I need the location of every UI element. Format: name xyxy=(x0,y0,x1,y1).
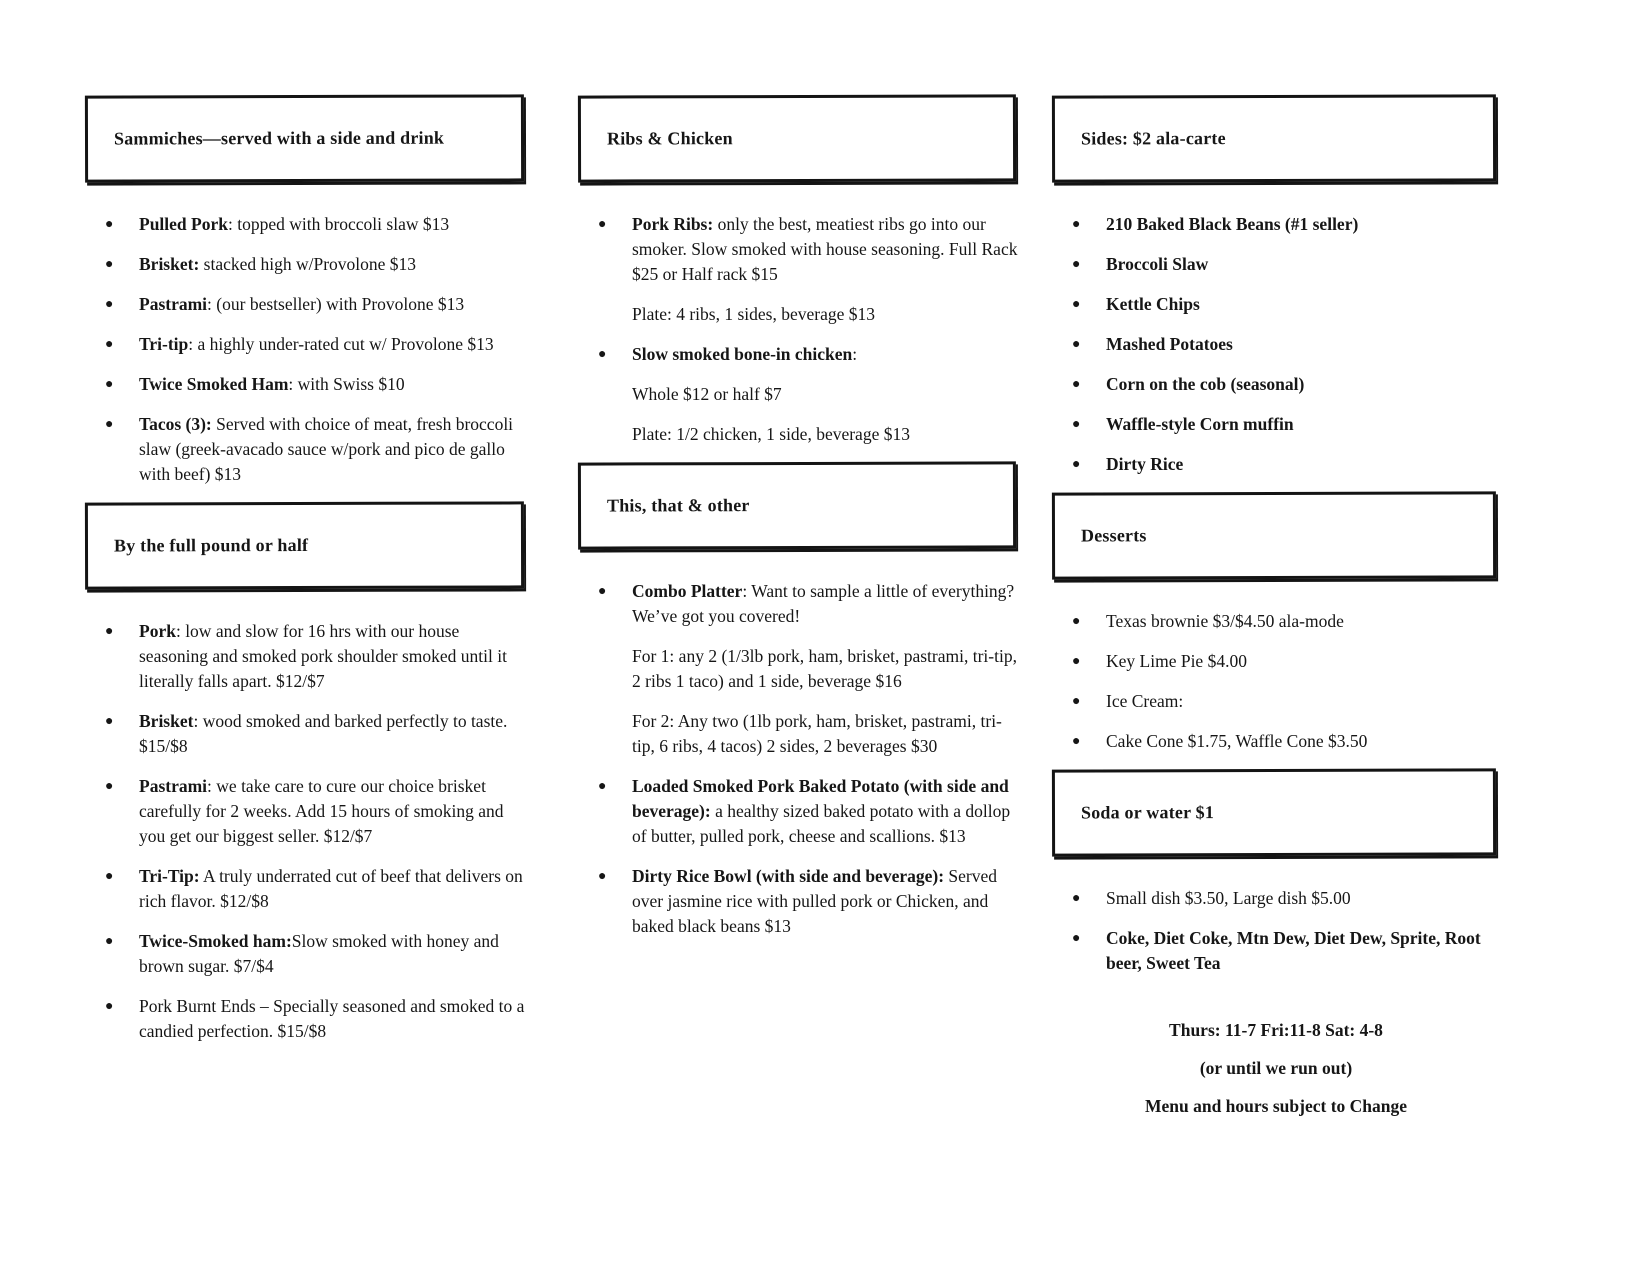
bullet-icon: ● xyxy=(598,584,607,599)
menu-item xyxy=(85,412,528,487)
bullet-icon: ● xyxy=(105,869,114,884)
bullet-icon: ● xyxy=(105,217,114,232)
menu-item-text xyxy=(139,372,528,397)
menu-item xyxy=(578,864,1020,939)
menu-item-subline xyxy=(578,709,1020,759)
menu-item-description: : we take care to cure our choice brisket carefully for 2 weeks. Add 15 hours of smoking and you get our biggest seller. $12/$7 xyxy=(139,776,504,846)
menu-item-text xyxy=(139,774,528,849)
menu-item-description: : topped with broccoli slaw $13 xyxy=(227,214,450,234)
menu-item-description: Plate: 1/2 chicken, 1 side, beverage $13 xyxy=(632,424,910,444)
menu-item xyxy=(85,332,528,357)
menu-item-description: Texas brownie $3/$4.50 ala-mode xyxy=(1106,611,1344,631)
bullet-icon: ● xyxy=(105,779,114,794)
menu-item-name: Broccoli Slaw xyxy=(1106,254,1209,274)
menu-item-text xyxy=(1106,609,1500,634)
bullet-icon: ● xyxy=(105,417,114,432)
menu-column-right xyxy=(1052,0,1500,1132)
menu-item-description: A truly underrated cut of beef that delivers on rich flavor. $12/$8 xyxy=(139,866,523,911)
menu-item-subline xyxy=(578,422,1020,447)
bullet-icon: ● xyxy=(598,347,607,362)
menu-item-description: a healthy sized baked potato with a dollop of butter, pulled pork, cheese and scallions. $13 xyxy=(632,801,1011,846)
menu-item-description: Small dish $3.50, Large dish $5.00 xyxy=(1106,888,1351,908)
menu-item-description: Cake Cone $1.75, Waffle Cone $3.50 xyxy=(1106,731,1368,751)
bullet-icon: ● xyxy=(598,869,607,884)
section-title: Sides: $2 ala-carte xyxy=(1080,128,1226,149)
menu-item-text xyxy=(632,579,1020,629)
menu-item-name: Tri-Tip: xyxy=(139,866,200,886)
menu-item xyxy=(578,212,1020,287)
menu-item-list xyxy=(85,619,528,1044)
menu-item-text xyxy=(632,774,1020,849)
section-header-box-sides xyxy=(1052,94,1496,182)
menu-column-left xyxy=(85,0,528,1059)
bullet-icon: ● xyxy=(105,624,114,639)
section-title: Soda or water $1 xyxy=(1080,802,1215,823)
menu-item-text xyxy=(1106,729,1500,754)
bullet-icon: ● xyxy=(1072,297,1081,312)
menu-item-text xyxy=(139,252,528,277)
section-header-box-sammiches xyxy=(85,94,524,182)
hours-footer xyxy=(1052,1018,1500,1119)
menu-item-description: : (our bestseller) with Provolone $13 xyxy=(207,294,465,314)
section-title: Desserts xyxy=(1080,525,1147,546)
menu-item-text xyxy=(139,212,528,237)
menu-item xyxy=(578,579,1020,629)
menu-item-list xyxy=(578,212,1020,447)
menu-item-text xyxy=(632,864,1020,939)
bullet-icon: ● xyxy=(1072,377,1081,392)
hours-footer-line: Thurs: 11-7 Fri:11-8 Sat: 4-8 xyxy=(1169,1020,1383,1040)
section-title: By the full pound or half xyxy=(113,534,309,556)
bullet-icon: ● xyxy=(1072,734,1081,749)
bullet-icon: ● xyxy=(1072,417,1081,432)
menu-item-text xyxy=(632,422,1020,447)
section-header-box-soda-water xyxy=(1052,768,1496,856)
bullet-icon: ● xyxy=(1072,217,1081,232)
bullet-icon: ● xyxy=(598,217,607,232)
bullet-icon: ● xyxy=(1072,654,1081,669)
bullet-icon: ● xyxy=(105,337,114,352)
menu-item-name: Pastrami xyxy=(139,294,208,314)
bullet-icon: ● xyxy=(1072,931,1081,946)
menu-item-name: Mashed Potatoes xyxy=(1106,334,1233,354)
bullet-icon: ● xyxy=(1072,694,1081,709)
menu-item-name: Pork Ribs: xyxy=(632,214,714,234)
bullet-icon: ● xyxy=(1072,457,1081,472)
bullet-icon: ● xyxy=(105,257,114,272)
menu-item-description: For 1: any 2 (1/3lb pork, ham, brisket, pastrami, tri-tip, 2 ribs 1 taco) and 1 side, beverage $16 xyxy=(632,646,1017,691)
menu-item xyxy=(85,864,528,914)
menu-item-name: Brisket xyxy=(139,711,194,731)
menu-item xyxy=(85,212,528,237)
menu-item-description: Served with choice of meat, fresh broccoli slaw (greek-avacado sauce w/pork and pico de gallo with beef) $13 xyxy=(139,414,514,484)
menu-item-name: Coke, Diet Coke, Mtn Dew, Diet Dew, Sprite, Root beer, Sweet Tea xyxy=(1106,928,1481,973)
menu-item-description: : with Swiss $10 xyxy=(288,374,405,394)
menu-item xyxy=(1052,689,1500,714)
menu-item xyxy=(1052,609,1500,634)
menu-item xyxy=(85,292,528,317)
menu-item-name: Pulled Pork xyxy=(139,214,228,234)
menu-item-text xyxy=(1106,332,1500,357)
menu-item-description: Whole $12 or half $7 xyxy=(632,384,782,404)
section-header-box-ribs-chicken xyxy=(578,94,1016,182)
menu-item-description: Ice Cream: xyxy=(1106,691,1184,711)
menu-item-text xyxy=(139,709,528,759)
menu-item-description: only the best, meatiest ribs go into our smoker. Slow smoked with house seasoning. Full Rack $25 or Half rack $15 xyxy=(632,214,1018,284)
menu-item xyxy=(1052,452,1500,477)
section-header-box-this-that-other xyxy=(578,461,1016,549)
menu-item-list xyxy=(1052,886,1500,976)
menu-item-name: 210 Baked Black Beans (#1 seller) xyxy=(1106,214,1359,234)
menu-item-subline xyxy=(578,302,1020,327)
menu-item-name: Dirty Rice xyxy=(1106,454,1184,474)
menu-item-text xyxy=(632,382,1020,407)
menu-item-name: Dirty Rice Bowl (with side and beverage): xyxy=(632,866,945,886)
menu-item-description: : Want to sample a little of everything? We’ve got you covered! xyxy=(632,581,1015,626)
menu-item-name: Brisket: xyxy=(139,254,200,274)
menu-item xyxy=(1052,212,1500,237)
menu-item-description: Served over jasmine rice with pulled pork or Chicken, and baked black beans $13 xyxy=(632,866,998,936)
menu-item-list xyxy=(1052,609,1500,754)
section-header-box-desserts xyxy=(1052,491,1496,579)
hours-footer-line: (or until we run out) xyxy=(1199,1058,1353,1078)
menu-item-description: stacked high w/Provolone $13 xyxy=(199,254,417,274)
menu-item-text xyxy=(139,292,528,317)
menu-item-name: Slow smoked bone-in chicken xyxy=(632,344,853,364)
menu-item-subline xyxy=(578,382,1020,407)
menu-item-description: For 2: Any two (1lb pork, ham, brisket, pastrami, tri-tip, 6 ribs, 4 tacos) 2 sides, 2 beverages $30 xyxy=(632,711,1002,756)
menu-item-text xyxy=(1106,452,1500,477)
menu-item xyxy=(85,774,528,849)
menu-item xyxy=(1052,252,1500,277)
menu-item-name: Pork xyxy=(139,621,176,641)
menu-item-name: Waffle-style Corn muffin xyxy=(1106,414,1294,434)
menu-item-text xyxy=(139,864,528,914)
bullet-icon: ● xyxy=(105,377,114,392)
menu-item-name: Tacos (3): xyxy=(139,414,212,434)
bullet-icon: ● xyxy=(105,999,114,1014)
menu-item-text xyxy=(1106,212,1500,237)
menu-item-list xyxy=(578,579,1020,939)
menu-item-text xyxy=(632,644,1020,694)
menu-item-text xyxy=(1106,689,1500,714)
menu-item-name: Combo Platter xyxy=(632,581,743,601)
menu-item xyxy=(85,252,528,277)
menu-item-text xyxy=(632,342,1020,367)
menu-item-text xyxy=(1106,926,1500,976)
menu-item-name: Corn on the cob (seasonal) xyxy=(1106,374,1305,394)
menu-item-text xyxy=(139,619,528,694)
menu-item xyxy=(85,372,528,397)
menu-item-name: Twice-Smoked ham: xyxy=(139,931,292,951)
menu-item-text xyxy=(139,929,528,979)
hours-footer-line: Menu and hours subject to Change xyxy=(1144,1096,1408,1116)
menu-item-description: : wood smoked and barked perfectly to taste. $15/$8 xyxy=(139,711,508,756)
menu-item-subline xyxy=(578,644,1020,694)
menu-item-text xyxy=(1106,412,1500,437)
menu-item-description: Key Lime Pie $4.00 xyxy=(1106,651,1247,671)
menu-item-description: Slow smoked with honey and brown sugar. $7/$4 xyxy=(139,931,499,976)
menu-item-text xyxy=(1106,649,1500,674)
menu-column-center xyxy=(578,0,1020,954)
section-title: This, that & other xyxy=(606,495,750,516)
section-header-box-by-the-pound xyxy=(85,501,524,589)
menu-item-name: Pastrami xyxy=(139,776,208,796)
menu-item xyxy=(85,929,528,979)
menu-item xyxy=(85,619,528,694)
menu-item-text xyxy=(139,994,528,1044)
menu-item-description: Pork Burnt Ends – Specially seasoned and smoked to a candied perfection. $15/$8 xyxy=(139,996,525,1041)
menu-item xyxy=(1052,649,1500,674)
menu-item-text xyxy=(1106,886,1500,911)
section-title: Ribs & Chicken xyxy=(606,128,733,149)
bullet-icon: ● xyxy=(1072,891,1081,906)
section-title: Sammiches—served with a side and drink xyxy=(113,127,445,149)
menu-item-text xyxy=(1106,372,1500,397)
bullet-icon: ● xyxy=(598,779,607,794)
menu-item xyxy=(578,342,1020,367)
menu-item-text xyxy=(632,302,1020,327)
menu-item-name: Tri-tip xyxy=(139,334,189,354)
menu-item-name: Twice Smoked Ham xyxy=(139,374,289,394)
menu-item-text xyxy=(139,332,528,357)
menu-item xyxy=(1052,412,1500,437)
menu-item xyxy=(85,709,528,759)
menu-item xyxy=(578,774,1020,849)
menu-item-list xyxy=(1052,212,1500,477)
menu-item xyxy=(1052,926,1500,976)
menu-item xyxy=(1052,332,1500,357)
menu-item xyxy=(1052,292,1500,317)
bullet-icon: ● xyxy=(105,297,114,312)
bullet-icon: ● xyxy=(1072,257,1081,272)
menu-item-name: Kettle Chips xyxy=(1106,294,1200,314)
menu-item-name: Loaded Smoked Pork Baked Potato (with side and beverage): xyxy=(632,776,1009,821)
menu-item-text xyxy=(632,212,1020,287)
menu-item xyxy=(1052,372,1500,397)
menu-item-list xyxy=(85,212,528,487)
menu-item-description: : xyxy=(852,344,858,364)
menu-item-text xyxy=(632,709,1020,759)
bullet-icon: ● xyxy=(105,714,114,729)
bullet-icon: ● xyxy=(1072,614,1081,629)
bullet-icon: ● xyxy=(105,934,114,949)
menu-item xyxy=(1052,729,1500,754)
menu-item-text xyxy=(139,412,528,487)
menu-item-text xyxy=(1106,252,1500,277)
menu-item-description: : low and slow for 16 hrs with our house seasoning and smoked pork shoulder smoked until it literally falls apart. $12/$7 xyxy=(139,621,507,691)
menu-item-text xyxy=(1106,292,1500,317)
menu-item xyxy=(1052,886,1500,911)
menu-item-description: Plate: 4 ribs, 1 sides, beverage $13 xyxy=(632,304,876,324)
menu-item-description: : a highly under-rated cut w/ Provolone $13 xyxy=(188,334,494,354)
bullet-icon: ● xyxy=(1072,337,1081,352)
menu-item xyxy=(85,994,528,1044)
